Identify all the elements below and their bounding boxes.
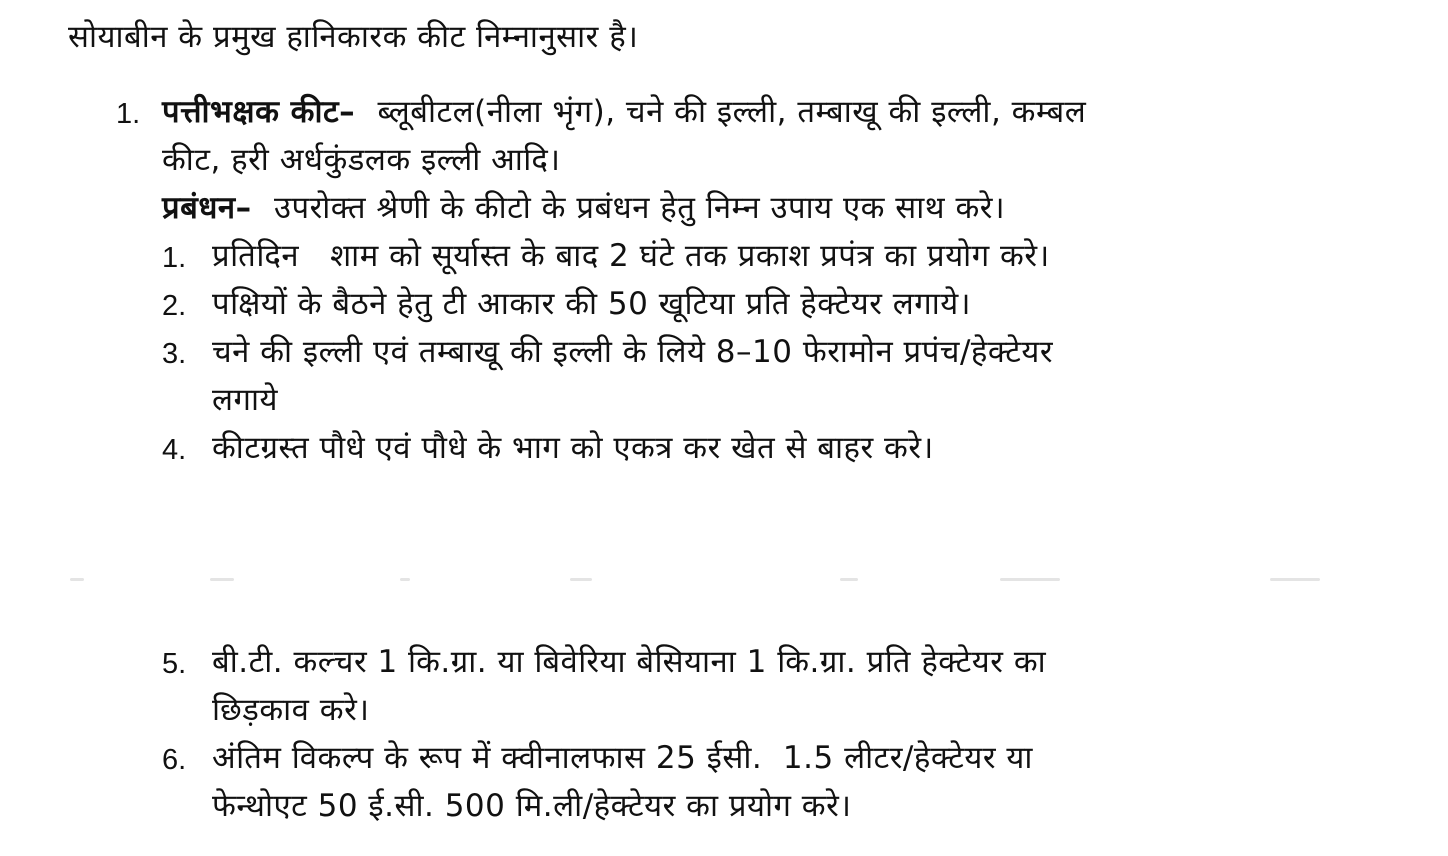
management-text: उपरोक्त श्रेणी के कीटो के प्रबंधन हेतु निम्न उपाय एक साथ करे।: [273, 190, 1006, 226]
section-line-1: [162, 90, 1326, 134]
section-number: 1.: [116, 98, 141, 130]
step-3-text-line-1: चने की इल्ली एवं तम्बाखू की इल्ली के लिये 8–10 फेरामोन प्रपंच/हेक्टेयर: [212, 334, 1054, 370]
step-2-number: 2.: [162, 290, 187, 322]
step-4-text: कीटग्रस्त पौधे एवं पौधे के भाग को एकत्र कर खेत से बाहर करे।: [212, 430, 934, 466]
step-5-number: 5.: [162, 648, 187, 680]
section-desc-line-2: कीट, हरी अर्धकुंडलक इल्ली आदि।: [162, 142, 561, 178]
section-heading: पत्तीभक्षक कीट–: [162, 94, 356, 130]
step-4-number: 4.: [162, 434, 187, 466]
intro-text: सोयाबीन के प्रमुख हानिकारक कीट निम्नानुसार है।: [68, 19, 639, 55]
step-6-number: 6.: [162, 744, 187, 776]
step-2-text: पक्षियों के बैठने हेतु टी आकार की 50 खूटिया प्रति हेक्टेयर लगाये।: [212, 286, 971, 322]
step-5-text-line-1: बी.टी. कल्चर 1 कि.ग्रा. या बिवेरिया बेसियाना 1 कि.ग्रा. प्रति हेक्टेयर का: [212, 644, 1047, 680]
scan-artifact: [70, 574, 1310, 586]
step-6-text-line-2: फेन्थोएट 50 ई.सी. 500 मि.ली/हेक्टेयर का प्रयोग करे।: [212, 788, 852, 824]
step-3-text-line-2: लगाये: [212, 382, 278, 418]
step-6-text-line-1: अंतिम विकल्प के रूप में क्वीनालफास 25 ईसी. 1.5 लीटर/हेक्टेयर या: [212, 740, 1033, 776]
management-label: प्रबंधन–: [162, 190, 252, 226]
step-5-text-line-2: छिड़काव करे।: [212, 692, 370, 728]
management-line: [162, 186, 1005, 230]
step-1-number: 1.: [162, 242, 187, 274]
section-desc-line-1: ब्लूबीटल(नीला भृंग), चने की इल्ली, तम्बाखू की इल्ली, कम्बल: [377, 94, 1087, 130]
step-3-number: 3.: [162, 338, 187, 370]
step-1-text: प्रतिदिन शाम को सूर्यास्त के बाद 2 घंटे तक प्रकाश प्रपंत्र का प्रयोग करे।: [212, 238, 1050, 274]
